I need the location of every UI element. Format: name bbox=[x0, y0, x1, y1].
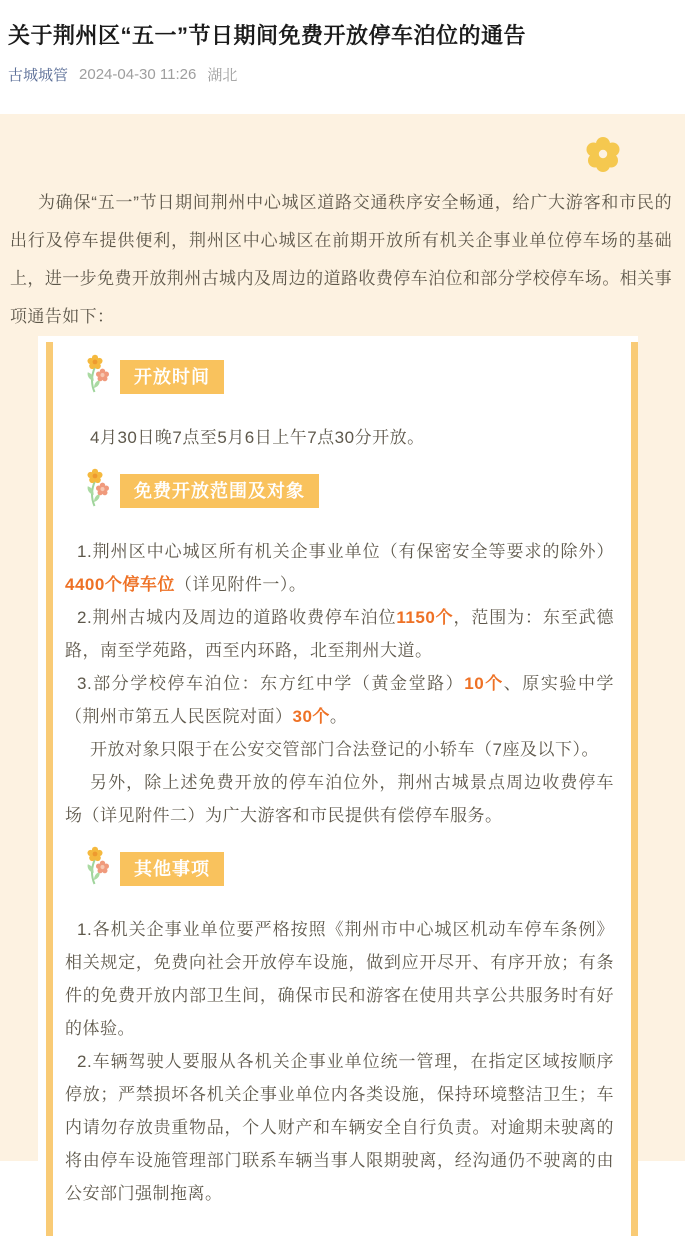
notice-paragraph bbox=[65, 733, 614, 766]
notice-section bbox=[65, 846, 614, 1210]
notice-body bbox=[0, 114, 685, 1203]
section-header bbox=[65, 468, 614, 513]
flower-sprig-icon bbox=[85, 354, 111, 399]
section-badge: 免费开放范围及对象 bbox=[120, 474, 319, 508]
highlight-number: 4400个停车位 bbox=[65, 575, 175, 594]
region-label: 湖北 bbox=[207, 67, 238, 84]
publish-time: 2024-04-30 11:26 bbox=[79, 66, 197, 83]
decoration-row bbox=[0, 136, 621, 172]
paragraph-text: 1.各机关企事业单位要严格按照《荆州市中心城区机动车停车条例》相关规定，免费向社会开放停车设施，做到应开尽开、有序开放；有条件的免费开放内部卫生间，确保市民和游客在使用共享公共服务时有好的体验。 bbox=[65, 920, 614, 1038]
sections-container bbox=[65, 354, 614, 1210]
notice-paragraph bbox=[65, 421, 614, 454]
flower-sprig-icon bbox=[85, 468, 111, 513]
paragraph-text: ，范围为：东至武德路，南至学苑路，西至内环路，北至荆州大道。 bbox=[65, 608, 614, 660]
notice-section bbox=[65, 354, 614, 454]
paragraph-text: 开放对象只限于在公安交管部门合法登记的小轿车（7座及以下）。 bbox=[90, 740, 599, 759]
section-badge: 其他事项 bbox=[120, 852, 224, 886]
section-header bbox=[65, 354, 614, 399]
paragraph-text: 2.荆州古城内及周边的道路收费停车泊位 bbox=[77, 608, 397, 627]
notice-paragraph bbox=[65, 766, 614, 832]
card-accent-right bbox=[631, 342, 638, 1236]
notice-paragraph bbox=[65, 667, 614, 733]
paragraph-text: 1.荆州区中心城区所有机关企事业单位（有保密安全等要求的除外） bbox=[77, 542, 614, 561]
notice-paragraph bbox=[65, 913, 614, 1045]
paragraph-text: 2.车辆驾驶人要服从各机关企事业单位统一管理，在指定区域按顺序停放；严禁损坏各机关企事业单位内各类设施，保持环境整洁卫生；车内请勿存放贵重物品，个人财产和车辆安全自行负责。对逾期未驶离的将由停车设施管理部门联系车辆当事人限期驶离，经沟通仍不驶离的由公安部门强制拖离。 bbox=[65, 1052, 614, 1203]
highlight-number: 30个 bbox=[292, 707, 330, 726]
paragraph-text: 3.部分学校停车泊位：东方红中学（黄金堂路） bbox=[77, 674, 465, 693]
highlight-number: 1150个 bbox=[396, 608, 454, 627]
article-header bbox=[0, 0, 692, 85]
byline bbox=[8, 64, 682, 85]
paragraph-text: 另外，除上述免费开放的停车泊位外，荆州古城景点周边收费停车场（详见附件二）为广大游客和市民提供有偿停车服务。 bbox=[65, 773, 614, 825]
paragraph-text: 、原实验中学（荆州市第五人民医院对面） bbox=[65, 674, 614, 726]
card-accent-left bbox=[46, 342, 53, 1236]
flower-icon bbox=[585, 136, 621, 172]
notice-paragraph bbox=[65, 1045, 614, 1210]
page-title: 关于荆州区“五一”节日期间免费开放停车泊位的通告 bbox=[8, 23, 527, 48]
notice-paragraph bbox=[65, 535, 614, 601]
section-header bbox=[65, 846, 614, 891]
author-link[interactable]: 古城城管 bbox=[8, 67, 69, 84]
notice-paragraph bbox=[65, 601, 614, 667]
notice-section bbox=[65, 468, 614, 832]
section-badge: 开放时间 bbox=[120, 360, 224, 394]
paragraph-text: 。 bbox=[329, 707, 348, 726]
intro-paragraph: 为确保“五一”节日期间荆州中心城区道路交通秩序安全畅通，给广大游客和市民的出行及停车提供便利，荆州区中心城区在前期开放所有机关企事业单位停车场的基础上，进一步免费开放荆州古城内及周边的道路收费停车泊位和部分学校停车场。相关事项通告如下： bbox=[10, 193, 672, 326]
paragraph-text: 4月30日晚7点至5月6日上午7点30分开放。 bbox=[90, 428, 425, 447]
notice-card bbox=[38, 336, 638, 1203]
highlight-number: 10个 bbox=[464, 674, 504, 693]
paragraph-text: （详见附件一）。 bbox=[174, 575, 307, 594]
flower-sprig-icon bbox=[85, 846, 111, 891]
